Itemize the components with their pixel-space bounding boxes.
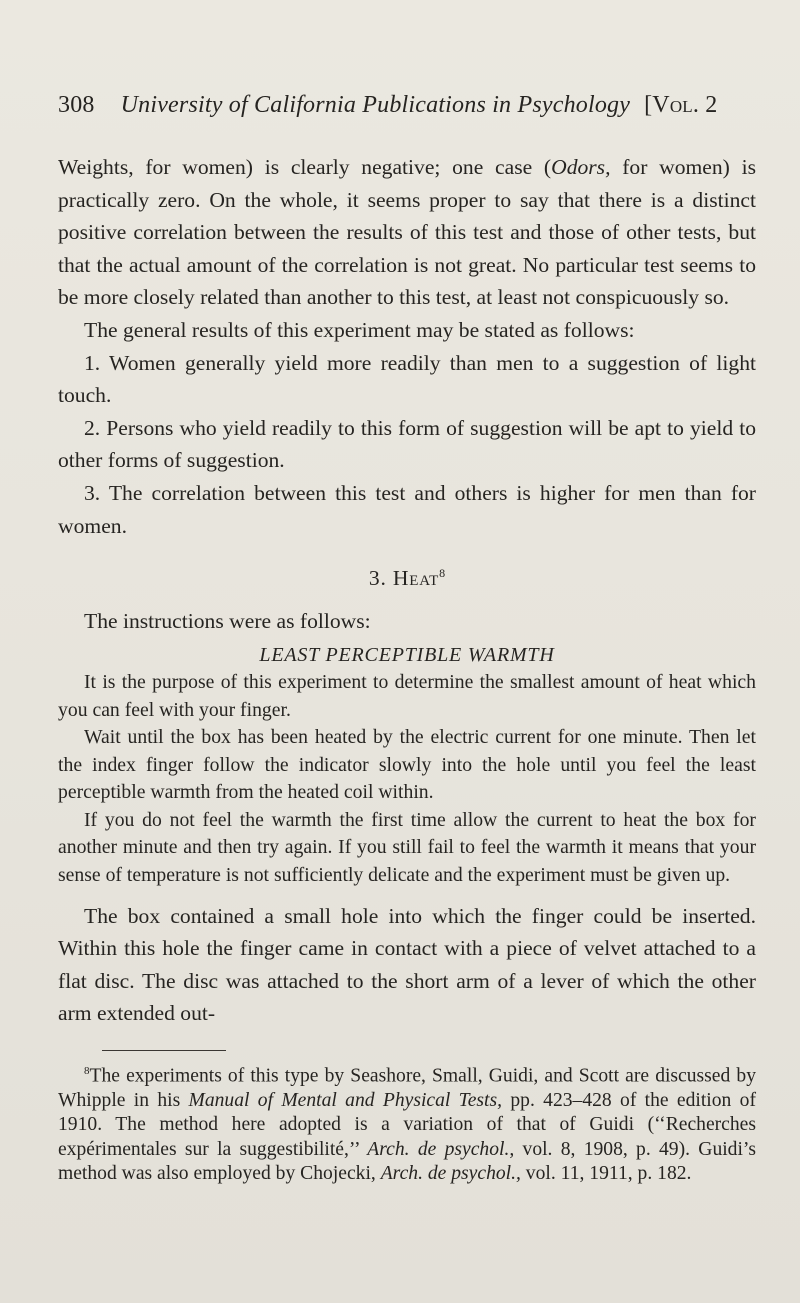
result-item-2: 2. Persons who yield readily to this form of suggestion will be apt to yield to other forms of suggestion.	[58, 415, 756, 473]
instructions-intro: The instructions were as follows:	[84, 609, 371, 634]
italic-term: Odors,	[551, 155, 611, 179]
section-title: 3. Heat	[368, 566, 440, 591]
italic-journal: Arch. de psychol.,	[367, 1138, 515, 1160]
italic-journal: Arch. de psychol.,	[380, 1163, 521, 1185]
footnote-divider	[102, 1050, 226, 1051]
text-run: vol. 8, 1908, p. 49). Guidi’s method was also employed by Chojecki,	[58, 1138, 756, 1185]
publication-title: University of California Publications in Psychology	[120, 92, 631, 118]
page-number: 308	[58, 92, 95, 118]
instruction-paragraph-2: Wait until the box has been heated by the electric current for one minute. Then let the index finger follow the indicator slowly into the hole until you feel the least perceptible warmth from the heated coil within.	[58, 726, 756, 804]
footnote-paragraph	[58, 1059, 756, 1187]
instructions-title: LEAST PERCEPTIBLE WARMTH	[259, 643, 555, 666]
section-heading	[58, 566, 756, 591]
italic-title: Manual of Mental and Physical Tests,	[188, 1089, 503, 1111]
instruction-paragraph-3: If you do not feel the warmth the first time allow the current to heat the box for another minute and then try again. If you still fail to feel the warmth it means that your sense of temperature is not sufficiently delicate and the experiment must be given up.	[58, 808, 756, 887]
main-text	[58, 151, 756, 542]
apparatus-paragraph: The box contained a small hole into which the finger could be inserted. Within this hole the finger came in contact with a piece of velvet attached to a flat disc. The disc was attached to the short arm of a lever of which the other arm extended out-	[58, 903, 756, 1026]
volume-label: [Vol. 2	[644, 92, 718, 118]
instructions-intro-block	[58, 605, 756, 638]
paragraph-results-intro: The general results of this experiment may be stated as follows:	[84, 317, 635, 342]
instructions-block	[58, 669, 756, 890]
apparatus-text	[58, 900, 756, 1030]
paragraph-continuation	[58, 151, 756, 314]
text-run: for women) is practically zero. On the whole, it seems proper to say that there is a distinct positive correlation between the results of this test and those of other tests, but that the actual amount of the correlation is not great. No particular test seems to be more closely related than another to this test, at least not conspicuously so.	[58, 155, 756, 310]
footnote-marker: 8	[439, 566, 446, 581]
text-run: pp. 423–428 of the edition of 1910. The method here adopted is a variation of that of Guidi (‘‘Recherches expérimentales sur la suggestibilité,’’	[58, 1089, 756, 1160]
result-item-1: 1. Women generally yield more readily than men to a suggestion of light touch.	[58, 350, 756, 408]
running-head	[58, 92, 756, 119]
spacer	[58, 890, 756, 900]
footnote-number: 8	[84, 1065, 90, 1078]
result-item-3: 3. The correlation between this test and others is higher for men than for women.	[58, 480, 756, 538]
text-run: Weights, for women) is clearly negative; one case (	[58, 155, 552, 179]
text-run: vol. 11, 1911, p. 182.	[520, 1163, 692, 1185]
text-run: The experiments of this type by Seashore, Small, Guidi, and Scott are discussed by Whipple in his	[58, 1065, 756, 1111]
footnote	[58, 1059, 756, 1187]
instruction-paragraph-1: It is the purpose of this experiment to determine the smallest amount of heat which you can feel with your finger.	[58, 670, 756, 721]
